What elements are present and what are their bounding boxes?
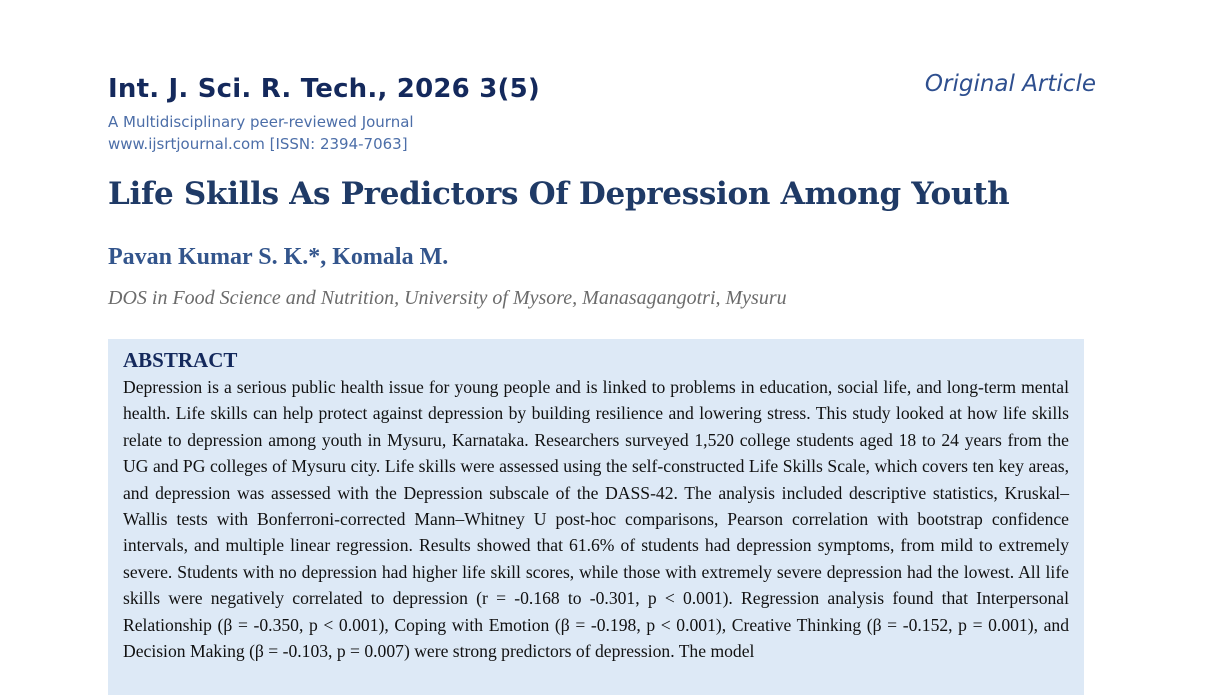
abstract-heading: ABSTRACT — [123, 348, 238, 372]
journal-tagline: A Multidisciplinary peer-reviewed Journal — [108, 113, 414, 131]
abstract-body: Depression is a serious public health issue for young people and is linked to problems in education, social life, and long-term mental health. Life skills can help protect against depression by building resilience and lowering stress. This study looked at how life skills relate to depression among youth in Mysuru, Karnataka. Researchers surveyed 1,520 college students aged 18 to 24 years from the UG and PG colleges of Mysuru city. Life skills were assessed using the self-constructed Life Skills Scale, which covers ten key areas, and depression was assessed with the Depression subscale of the DASS-42. The analysis included descriptive statistics, Kruskal–Wallis tests with Bonferroni-corrected Mann–Whitney U post-hoc comparisons, Pearson correlation with bootstrap confidence intervals, and multiple linear regression. Results showed that 61.6% of students had depression symptoms, from mild to extremely severe. Students with no depression had higher life skill scores, while those with extremely severe depression had the lowest. All life skills were negatively correlated to depression (r = -0.168 to -0.301, p < 0.001). Regression analysis found that Interpersonal Relationship (β = -0.350, p < 0.001), Coping with Emotion (β = -0.198, p < 0.001), Creative Thinking (β = -0.152, p = 0.001), and Decision Making (β = -0.103, p = 0.007) were strong predictors of depression. The model — [123, 377, 1069, 662]
journal-title: Int. J. Sci. R. Tech., 2026 3(5) — [108, 74, 540, 104]
journal-website-issn: www.ijsrtjournal.com [ISSN: 2394-7063] — [108, 135, 408, 153]
author-affiliation: DOS in Food Science and Nutrition, University of Mysore, Manasagangotri, Mysuru — [108, 287, 787, 309]
abstract-section — [108, 339, 1084, 695]
article-type-label: Original Article — [924, 71, 1096, 97]
paper-title: Life Skills As Predictors Of Depression Among Youth — [108, 176, 1010, 212]
author-list: Pavan Kumar S. K.*, Komala M. — [108, 244, 449, 270]
